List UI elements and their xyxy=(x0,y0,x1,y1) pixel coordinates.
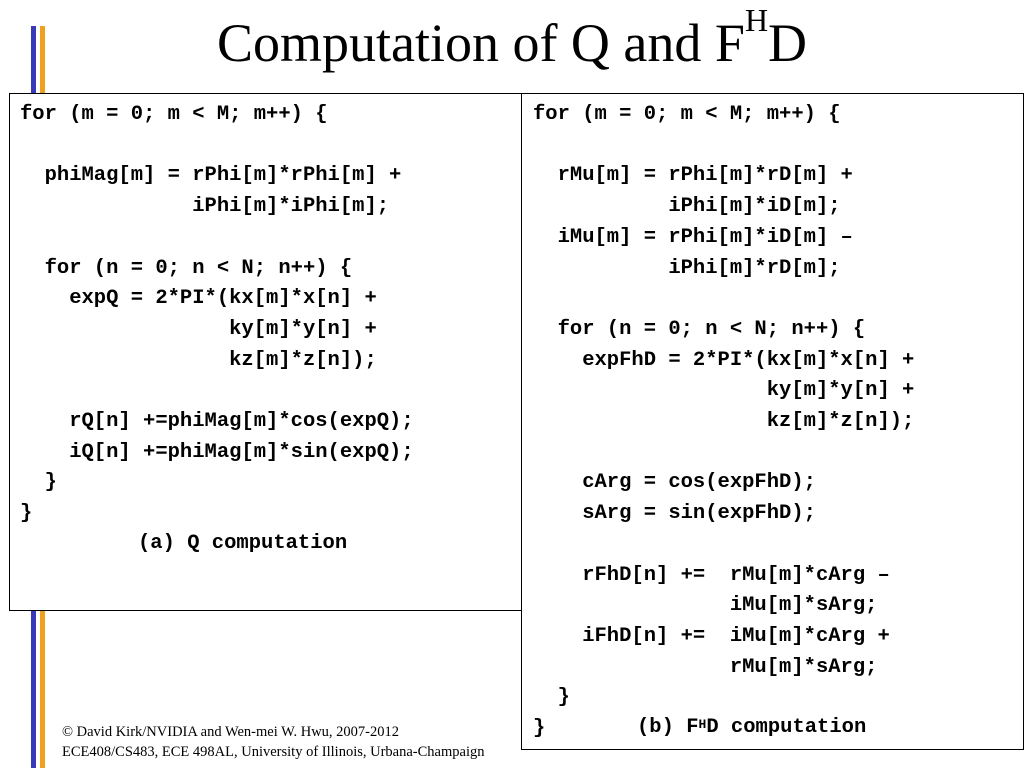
slide-title xyxy=(0,2,1024,80)
fhd-computation-panel xyxy=(521,93,1024,750)
course-line: ECE408/CS483, ECE 498AL, University of Illinois, Urbana-Champaign xyxy=(62,744,485,760)
fhd-caption-suffix: D computation xyxy=(706,716,867,739)
fhd-caption-superscript: H xyxy=(698,717,707,732)
fhd-computation-caption xyxy=(637,713,866,743)
q-computation-code: for (m = 0; m < M; m++) { phiMag[m] = rPhi[m]*rPhi[m] + iPhi[m]*iPhi[m]; for (n = 0; n < N; n++) { expQ = 2*PI*(kx[m]*x[n] + ky[m]*y[n] + kz[m]*z[n]); rQ[n] +=phiMag[m]*cos(expQ); iQ[n] +=phiMag[m]*sin(expQ); } } xyxy=(20,103,414,526)
title-superscript: H xyxy=(744,2,769,38)
slide-footer xyxy=(62,722,484,762)
title-suffix: D xyxy=(768,13,808,73)
fhd-caption-prefix: (b) F xyxy=(637,716,699,739)
q-computation-caption: (a) Q computation xyxy=(138,532,348,555)
title-main: Computation of Q and F xyxy=(216,13,745,73)
fhd-computation-code: for (m = 0; m < M; m++) { rMu[m] = rPhi[m]*rD[m] + iPhi[m]*iD[m]; iMu[m] = rPhi[m]*iD[m] – iPhi[m]*rD[m]; for (n = 0; n < N; n++) { expFhD = 2*PI*(kx[m]*x[n] + ky[m]*y[n] + kz[m]*z[n]); cArg = cos(expFhD); sArg = sin(expFhD); rFhD[n] += rMu[m]*cArg – iMu[m]*sArg; iFhD[n] += iMu[m]*cArg + rMu[m]*sArg; } } xyxy=(533,103,915,741)
copyright-line: © David Kirk/NVIDIA and Wen-mei W. Hwu, 2007-2012 xyxy=(62,724,399,740)
q-computation-panel xyxy=(9,93,523,611)
